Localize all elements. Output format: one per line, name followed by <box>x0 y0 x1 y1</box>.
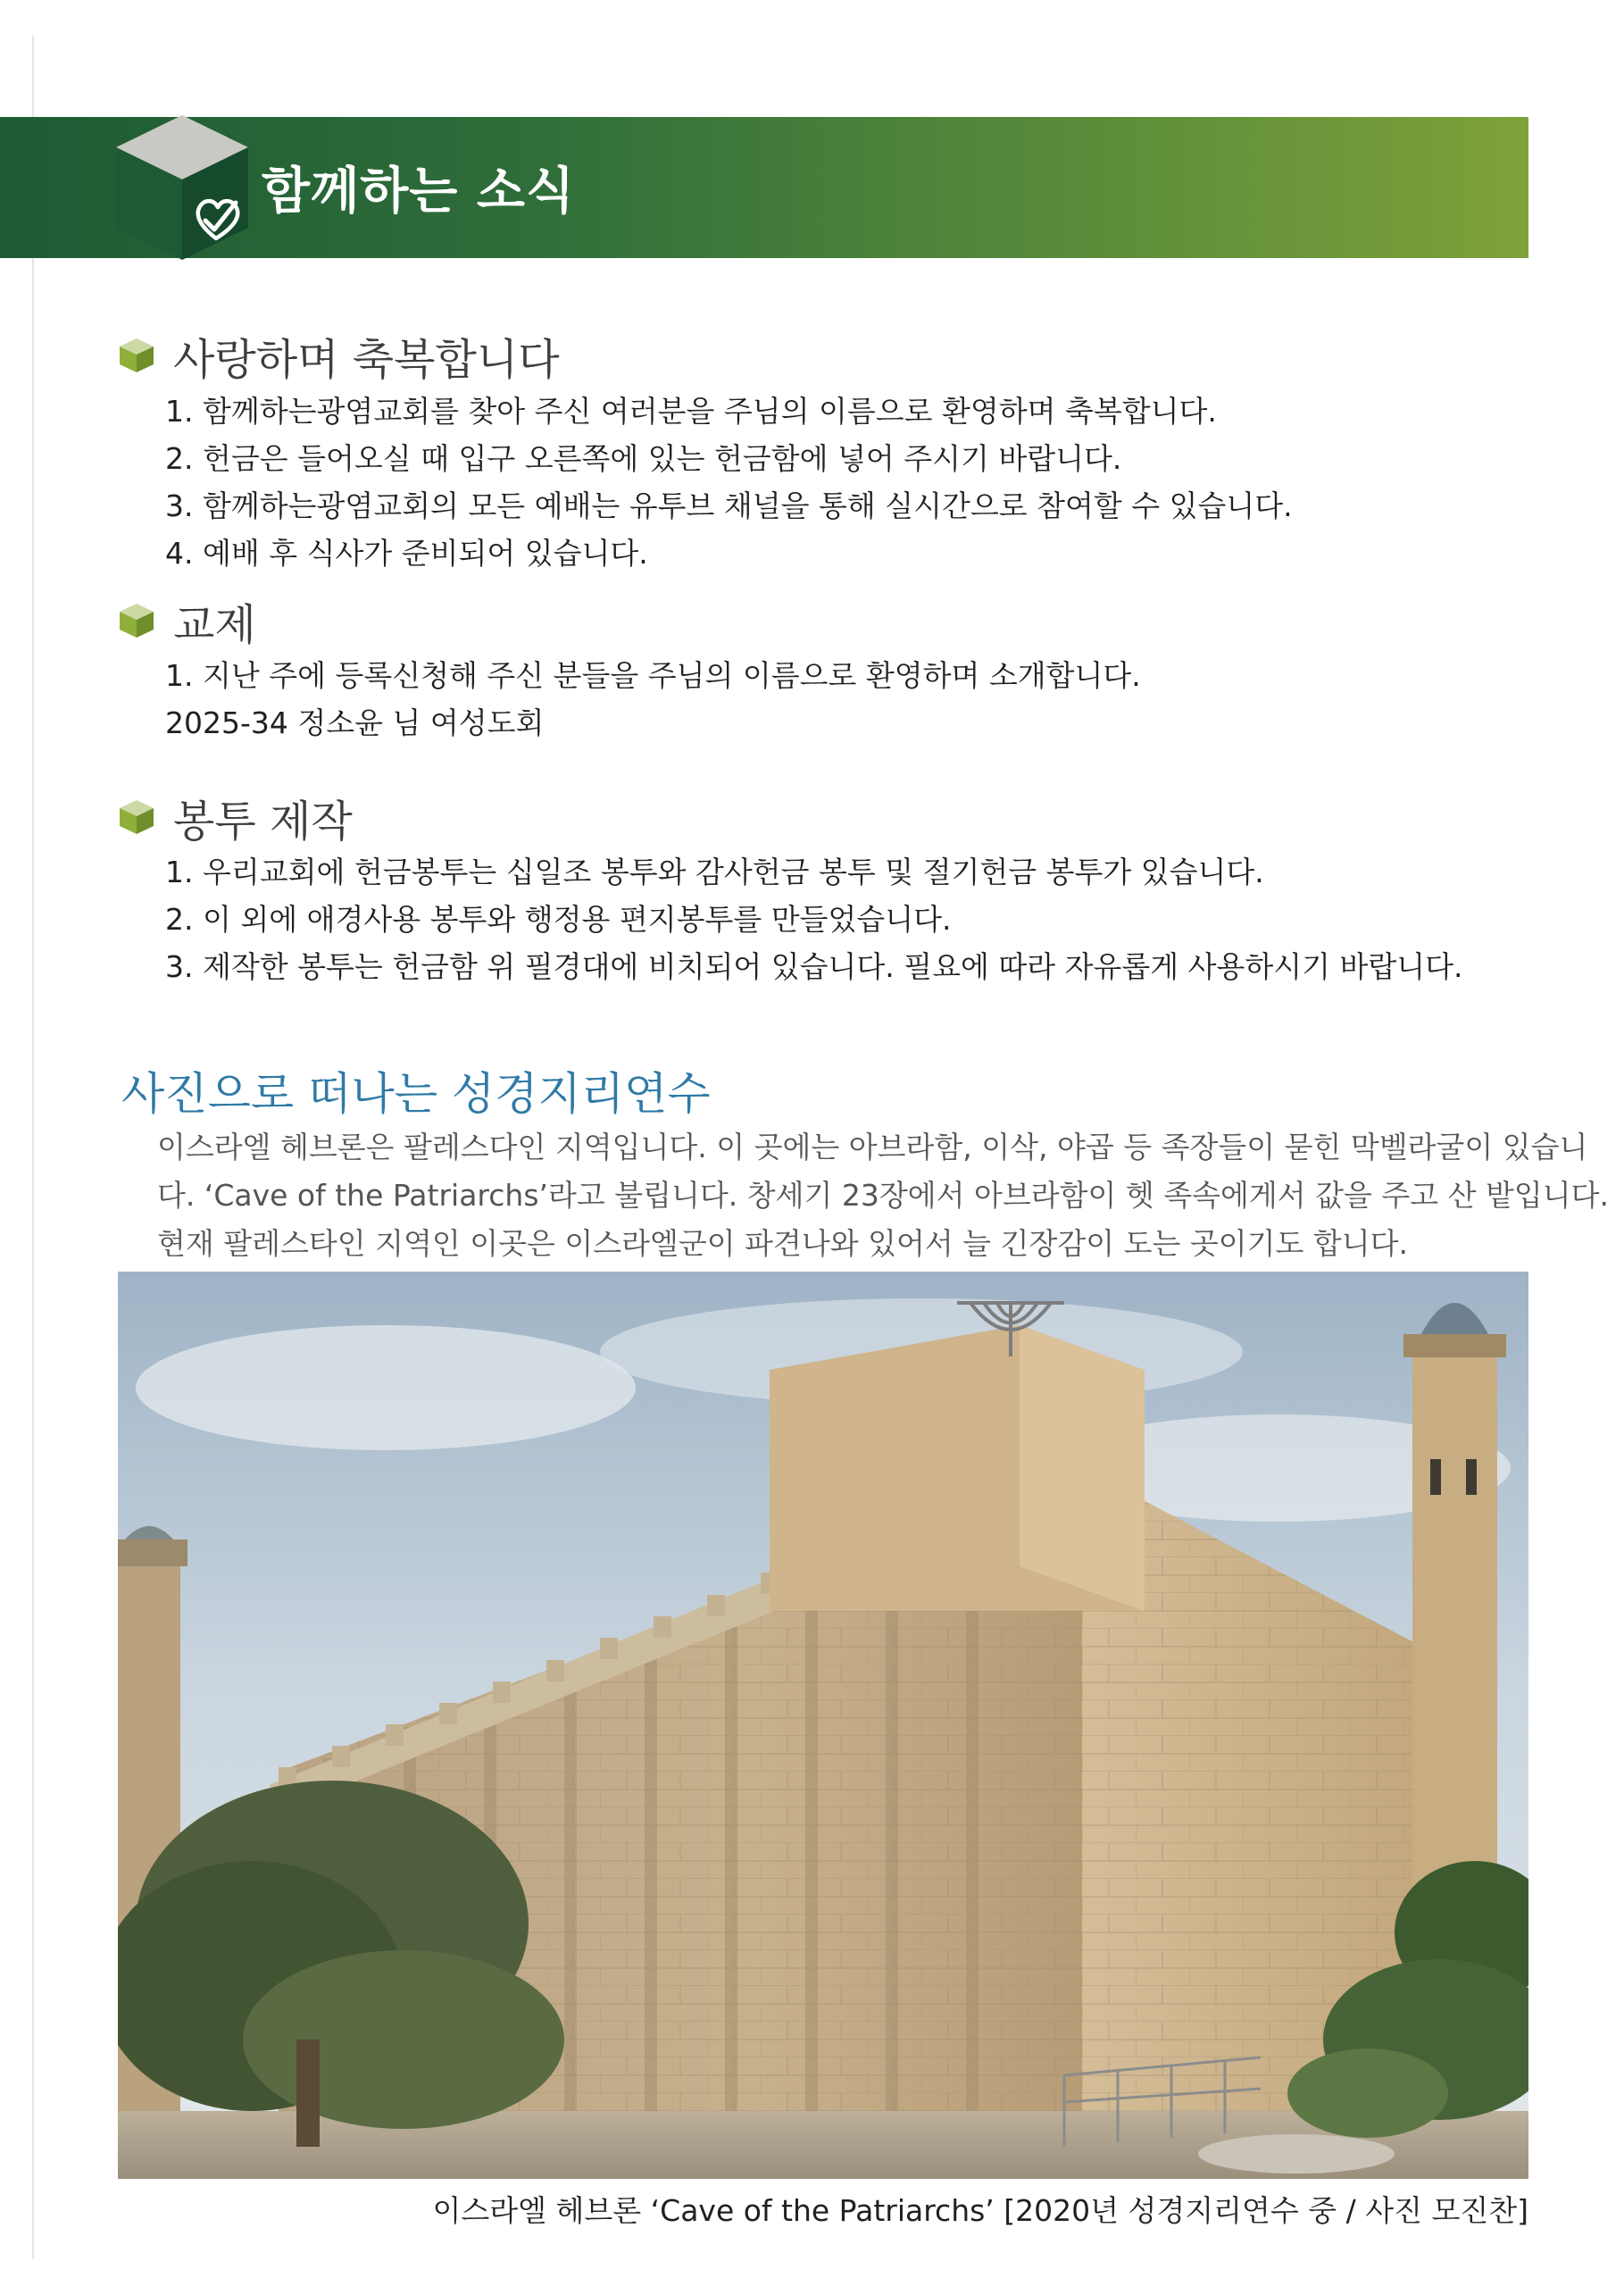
binding-line <box>32 36 34 2259</box>
list-item: 1. 지난 주에 등록신청해 주신 분들을 주님의 이름으로 환영하며 소개합니다. <box>165 658 1141 693</box>
green-cube-bullet-icon <box>118 602 155 639</box>
list-item: 2. 헌금은 들어오실 때 입구 오른쪽에 있는 헌금함에 넣어 주시기 바랍니다. <box>165 441 1122 476</box>
page-title: 함께하는 소식 <box>262 163 576 221</box>
section-title: 사랑하며 축복합니다 <box>173 334 560 385</box>
heart-check-cube-icon <box>116 115 248 260</box>
green-cube-bullet-icon <box>118 798 155 836</box>
section-title: 봉투 제작 <box>173 796 353 847</box>
cave-of-patriarchs-photo <box>118 1272 1528 2179</box>
envelopes-list <box>165 848 1462 990</box>
green-cube-bullet-icon <box>118 337 155 374</box>
photo-description <box>157 1123 1609 1268</box>
section-title: 교제 <box>173 599 256 650</box>
list-item: 1. 함께하는광염교회를 찾아 주신 여러분을 주님의 이름으로 환영하며 축복합니다. <box>165 394 1217 429</box>
paragraph-line: 현재 팔레스타인 지역인 이곳은 이스라엘군이 파견나와 있어서 늘 긴장감이 도는 곳이기도 합니다. <box>157 1226 1408 1261</box>
list-item: 4. 예배 후 식사가 준비되어 있습니다. <box>165 536 648 571</box>
paragraph-line: 다. ‘Cave of the Patriarchs’라고 불립니다. 창세기 23장에서 아브라함이 헷 족속에게서 값을 주고 산 밭입니다. <box>157 1178 1609 1213</box>
list-item: 3. 함께하는광염교회의 모든 예배는 유투브 채널을 통해 실시간으로 참여할 수 있습니다. <box>165 488 1293 523</box>
list-item: 2. 이 외에 애경사용 봉투와 행정용 편지봉투를 만들었습니다. <box>165 902 952 937</box>
section-heading-envelopes <box>118 790 353 847</box>
fellowship-list <box>165 652 1141 747</box>
section-heading-blessing <box>118 329 560 385</box>
blessing-list <box>165 388 1293 577</box>
list-item: 3. 제작한 봉투는 헌금함 위 필경대에 비치되어 있습니다. 필요에 따라 자유롭게 사용하시기 바랍니다. <box>165 949 1463 984</box>
photo-section-title: 사진으로 떠나는 성경지리연수 <box>121 1068 711 1120</box>
list-item: 1. 우리교회에 헌금봉투는 십일조 봉투와 감사헌금 봉투 및 절기헌금 봉투가 있습니다. <box>165 855 1264 889</box>
section-heading-fellowship <box>118 594 256 650</box>
list-item: 2025-34 정소윤 님 여성도회 <box>165 705 545 740</box>
paragraph-line: 이스라엘 헤브론은 팔레스다인 지역입니다. 이 곳에는 아브라함, 이삭, 야곱 등 족장들이 묻힌 막벨라굴이 있습니 <box>157 1130 1588 1164</box>
photo-caption: 이스라엘 헤브론 ‘Cave of the Patriarchs’ [2020년 성경지리연수 중 / 사진 모진찬] <box>432 2193 1528 2228</box>
